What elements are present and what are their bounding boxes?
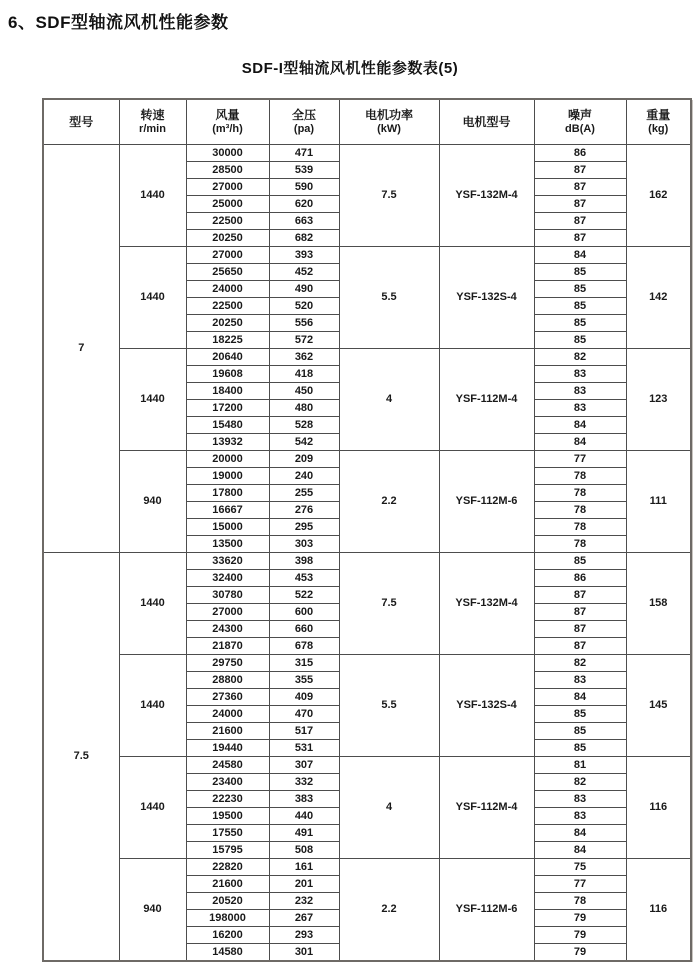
pressure-cell: 490: [269, 281, 339, 298]
header-row: [43, 99, 691, 145]
flow-cell: 30000: [186, 145, 269, 162]
pressure-cell: 522: [269, 587, 339, 604]
header-airflow-label: 风量: [215, 107, 240, 122]
pressure-cell: 315: [269, 655, 339, 672]
header-power-label: 电机功率: [364, 107, 413, 122]
header-noise-sub: dB(A): [565, 122, 595, 135]
noise-cell: 78: [534, 502, 626, 519]
header-rpm: [119, 99, 186, 145]
noise-cell: 82: [534, 349, 626, 366]
rpm-cell: 1440: [119, 655, 186, 757]
table-row: [43, 655, 691, 672]
pressure-cell: 470: [269, 706, 339, 723]
motor-cell: YSF-132M-4: [439, 145, 534, 247]
flow-cell: 21870: [186, 638, 269, 655]
pressure-cell: 161: [269, 859, 339, 876]
noise-cell: 85: [534, 281, 626, 298]
header-airflow-sub: (m³/h): [212, 122, 243, 135]
noise-cell: 79: [534, 910, 626, 927]
noise-cell: 83: [534, 791, 626, 808]
motor-cell: YSF-112M-6: [439, 451, 534, 553]
header-pressure-sub: (pa): [293, 122, 315, 135]
noise-cell: 83: [534, 672, 626, 689]
table-row: [43, 145, 691, 162]
flow-cell: 15795: [186, 842, 269, 859]
noise-cell: 79: [534, 927, 626, 944]
header-noise: [534, 99, 626, 145]
flow-cell: 19440: [186, 740, 269, 757]
pressure-cell: 517: [269, 723, 339, 740]
noise-cell: 84: [534, 842, 626, 859]
pressure-cell: 240: [269, 468, 339, 485]
motor-cell: YSF-132S-4: [439, 655, 534, 757]
flow-cell: 28500: [186, 162, 269, 179]
table-row: [43, 553, 691, 570]
pressure-cell: 409: [269, 689, 339, 706]
noise-cell: 85: [534, 264, 626, 281]
flow-cell: 20250: [186, 315, 269, 332]
pressure-cell: 255: [269, 485, 339, 502]
flow-cell: 24580: [186, 757, 269, 774]
noise-cell: 77: [534, 451, 626, 468]
pressure-cell: 663: [269, 213, 339, 230]
noise-cell: 87: [534, 196, 626, 213]
flow-cell: 20000: [186, 451, 269, 468]
noise-cell: 86: [534, 570, 626, 587]
noise-cell: 83: [534, 808, 626, 825]
motor-cell: YSF-112M-4: [439, 349, 534, 451]
weight-cell: 162: [626, 145, 691, 247]
header-noise-label: 噪声: [567, 107, 592, 122]
noise-cell: 77: [534, 876, 626, 893]
pressure-cell: 556: [269, 315, 339, 332]
pressure-cell: 332: [269, 774, 339, 791]
noise-cell: 79: [534, 944, 626, 962]
noise-cell: 87: [534, 604, 626, 621]
header-weight-label: 重量: [646, 107, 671, 122]
pressure-cell: 293: [269, 927, 339, 944]
motor-cell: YSF-112M-4: [439, 757, 534, 859]
flow-cell: 17200: [186, 400, 269, 417]
header-rpm-sub: r/min: [139, 122, 166, 135]
weight-cell: 145: [626, 655, 691, 757]
noise-cell: 87: [534, 213, 626, 230]
rpm-cell: 1440: [119, 145, 186, 247]
flow-cell: 21600: [186, 723, 269, 740]
header-power: [339, 99, 439, 145]
noise-cell: 85: [534, 553, 626, 570]
noise-cell: 84: [534, 825, 626, 842]
rpm-cell: 940: [119, 451, 186, 553]
power-cell: 5.5: [339, 247, 439, 349]
table-row: [43, 757, 691, 774]
pressure-cell: 572: [269, 332, 339, 349]
power-cell: 2.2: [339, 451, 439, 553]
weight-cell: 158: [626, 553, 691, 655]
noise-cell: 81: [534, 757, 626, 774]
noise-cell: 78: [534, 536, 626, 553]
noise-cell: 84: [534, 434, 626, 451]
pressure-cell: 480: [269, 400, 339, 417]
table-row: [43, 859, 691, 876]
noise-cell: 78: [534, 485, 626, 502]
flow-cell: 21600: [186, 876, 269, 893]
pressure-cell: 660: [269, 621, 339, 638]
noise-cell: 87: [534, 162, 626, 179]
flow-cell: 33620: [186, 553, 269, 570]
weight-cell: 111: [626, 451, 691, 553]
pressure-cell: 491: [269, 825, 339, 842]
flow-cell: 25650: [186, 264, 269, 281]
table-header: [43, 99, 691, 145]
table-title: SDF-I型轴流风机性能参数表(5): [241, 60, 459, 77]
noise-cell: 86: [534, 145, 626, 162]
header-motor-model-label: 电机型号: [462, 114, 511, 129]
header-weight: [626, 99, 691, 145]
noise-cell: 82: [534, 655, 626, 672]
flow-cell: 27000: [186, 604, 269, 621]
pressure-cell: 531: [269, 740, 339, 757]
noise-cell: 84: [534, 689, 626, 706]
pressure-cell: 440: [269, 808, 339, 825]
noise-cell: 87: [534, 179, 626, 196]
pressure-cell: 307: [269, 757, 339, 774]
pressure-cell: 450: [269, 383, 339, 400]
flow-cell: 20520: [186, 893, 269, 910]
flow-cell: 22500: [186, 298, 269, 315]
flow-cell: 30780: [186, 587, 269, 604]
pressure-cell: 528: [269, 417, 339, 434]
noise-cell: 78: [534, 893, 626, 910]
table-row: [43, 349, 691, 366]
flow-cell: 22230: [186, 791, 269, 808]
power-cell: 4: [339, 349, 439, 451]
pressure-cell: 383: [269, 791, 339, 808]
pressure-cell: 508: [269, 842, 339, 859]
flow-cell: 19608: [186, 366, 269, 383]
noise-cell: 87: [534, 230, 626, 247]
pressure-cell: 590: [269, 179, 339, 196]
power-cell: 7.5: [339, 553, 439, 655]
pressure-cell: 276: [269, 502, 339, 519]
flow-cell: 20250: [186, 230, 269, 247]
flow-cell: 18400: [186, 383, 269, 400]
power-cell: 2.2: [339, 859, 439, 962]
pressure-cell: 267: [269, 910, 339, 927]
pressure-cell: 453: [269, 570, 339, 587]
pressure-cell: 355: [269, 672, 339, 689]
fan-performance-table: [42, 98, 692, 962]
pressure-cell: 393: [269, 247, 339, 264]
pressure-cell: 452: [269, 264, 339, 281]
flow-cell: 24000: [186, 281, 269, 298]
noise-cell: 87: [534, 638, 626, 655]
flow-cell: 27000: [186, 247, 269, 264]
header-model: [43, 99, 119, 145]
header-model-label: 型号: [69, 114, 94, 129]
flow-cell: 22820: [186, 859, 269, 876]
flow-cell: 22500: [186, 213, 269, 230]
power-cell: 4: [339, 757, 439, 859]
power-cell: 5.5: [339, 655, 439, 757]
flow-cell: 13500: [186, 536, 269, 553]
weight-cell: 116: [626, 757, 691, 859]
pressure-cell: 620: [269, 196, 339, 213]
noise-cell: 83: [534, 366, 626, 383]
noise-cell: 85: [534, 315, 626, 332]
pressure-cell: 295: [269, 519, 339, 536]
rpm-cell: 940: [119, 859, 186, 962]
weight-cell: 123: [626, 349, 691, 451]
model-cell: 7: [43, 145, 119, 553]
noise-cell: 84: [534, 247, 626, 264]
flow-cell: 16200: [186, 927, 269, 944]
noise-cell: 83: [534, 400, 626, 417]
header-weight-sub: (kg): [648, 122, 669, 135]
motor-cell: YSF-132M-4: [439, 553, 534, 655]
pressure-cell: 201: [269, 876, 339, 893]
motor-cell: YSF-132S-4: [439, 247, 534, 349]
pressure-cell: 682: [269, 230, 339, 247]
header-pressure: [269, 99, 339, 145]
table-row: [43, 451, 691, 468]
weight-cell: 142: [626, 247, 691, 349]
motor-cell: YSF-112M-6: [439, 859, 534, 962]
pressure-cell: 678: [269, 638, 339, 655]
rpm-cell: 1440: [119, 553, 186, 655]
table-body: [43, 145, 691, 962]
noise-cell: 75: [534, 859, 626, 876]
pressure-cell: 418: [269, 366, 339, 383]
flow-cell: 32400: [186, 570, 269, 587]
flow-cell: 15480: [186, 417, 269, 434]
pressure-cell: 539: [269, 162, 339, 179]
flow-cell: 20640: [186, 349, 269, 366]
noise-cell: 85: [534, 332, 626, 349]
rpm-cell: 1440: [119, 247, 186, 349]
power-cell: 7.5: [339, 145, 439, 247]
flow-cell: 18225: [186, 332, 269, 349]
pressure-cell: 301: [269, 944, 339, 962]
pressure-cell: 303: [269, 536, 339, 553]
flow-cell: 24300: [186, 621, 269, 638]
rpm-cell: 1440: [119, 757, 186, 859]
pressure-cell: 600: [269, 604, 339, 621]
flow-cell: 15000: [186, 519, 269, 536]
noise-cell: 78: [534, 468, 626, 485]
flow-cell: 27000: [186, 179, 269, 196]
flow-cell: 23400: [186, 774, 269, 791]
noise-cell: 85: [534, 706, 626, 723]
noise-cell: 87: [534, 587, 626, 604]
pressure-cell: 471: [269, 145, 339, 162]
flow-cell: 17550: [186, 825, 269, 842]
pressure-cell: 232: [269, 893, 339, 910]
flow-cell: 27360: [186, 689, 269, 706]
flow-cell: 29750: [186, 655, 269, 672]
flow-cell: 13932: [186, 434, 269, 451]
page-title: 6、SDF型轴流风机性能参数: [8, 13, 229, 32]
header-rpm-label: 转速: [140, 107, 165, 122]
flow-cell: 198000: [186, 910, 269, 927]
model-cell: 7.5: [43, 553, 119, 962]
flow-cell: 28800: [186, 672, 269, 689]
flow-cell: 19500: [186, 808, 269, 825]
header-airflow: [186, 99, 269, 145]
noise-cell: 85: [534, 298, 626, 315]
pressure-cell: 209: [269, 451, 339, 468]
header-power-sub: (kW): [377, 122, 401, 135]
flow-cell: 17800: [186, 485, 269, 502]
noise-cell: 78: [534, 519, 626, 536]
table-row: [43, 247, 691, 264]
flow-cell: 14580: [186, 944, 269, 962]
pressure-cell: 520: [269, 298, 339, 315]
noise-cell: 85: [534, 740, 626, 757]
header-motor-model: [439, 99, 534, 145]
noise-cell: 84: [534, 417, 626, 434]
pressure-cell: 542: [269, 434, 339, 451]
noise-cell: 85: [534, 723, 626, 740]
flow-cell: 24000: [186, 706, 269, 723]
noise-cell: 82: [534, 774, 626, 791]
header-pressure-label: 全压: [291, 107, 316, 122]
flow-cell: 25000: [186, 196, 269, 213]
pressure-cell: 362: [269, 349, 339, 366]
rpm-cell: 1440: [119, 349, 186, 451]
flow-cell: 19000: [186, 468, 269, 485]
noise-cell: 87: [534, 621, 626, 638]
pressure-cell: 398: [269, 553, 339, 570]
weight-cell: 116: [626, 859, 691, 962]
noise-cell: 83: [534, 383, 626, 400]
flow-cell: 16667: [186, 502, 269, 519]
